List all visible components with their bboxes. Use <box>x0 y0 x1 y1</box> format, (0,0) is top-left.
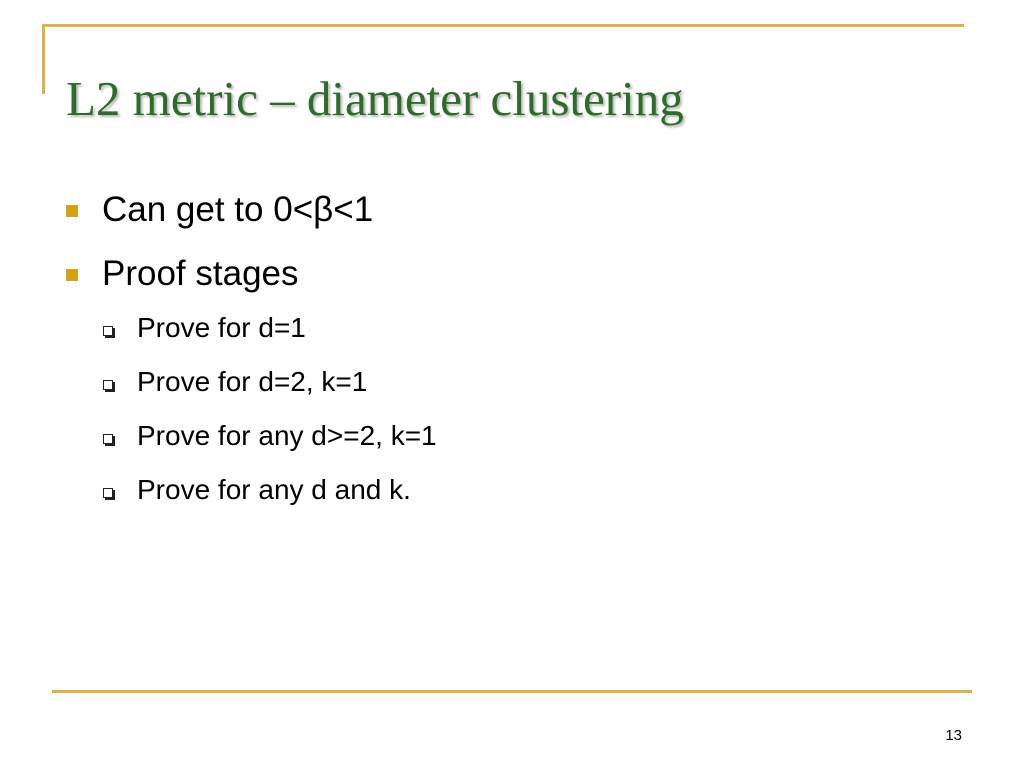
footer-rule <box>52 690 972 693</box>
square-bullet-icon <box>66 205 78 217</box>
hollow-square-bullet-icon <box>103 434 113 444</box>
slide-title: L2 metric – diameter clustering <box>66 71 684 126</box>
bullet-text: Proof stages <box>102 254 299 293</box>
page-number: 13 <box>945 727 962 744</box>
sub-bullet-text: Prove for d=1 <box>137 312 306 343</box>
hollow-square-bullet-icon <box>103 380 113 390</box>
sub-bullet-item <box>62 310 962 346</box>
hollow-square-bullet-icon <box>103 326 113 336</box>
bullet-item <box>62 252 962 296</box>
sub-bullet-item <box>62 472 962 508</box>
sub-bullet-text: Prove for any d and k. <box>137 474 411 505</box>
bullet-item <box>62 188 962 232</box>
sub-bullet-text: Prove for any d>=2, k=1 <box>137 420 437 451</box>
hollow-square-bullet-icon <box>103 488 113 498</box>
sub-bullet-text: Prove for d=2, k=1 <box>137 366 368 397</box>
bullet-text: Can get to 0<β<1 <box>102 190 374 229</box>
sub-bullet-item <box>62 364 962 400</box>
sub-bullet-item <box>62 418 962 454</box>
frame-top-rule <box>42 24 964 27</box>
square-bullet-icon <box>66 269 78 281</box>
bullet-group <box>62 252 962 508</box>
bullet-list <box>62 188 962 526</box>
frame-left-rule <box>42 24 45 94</box>
